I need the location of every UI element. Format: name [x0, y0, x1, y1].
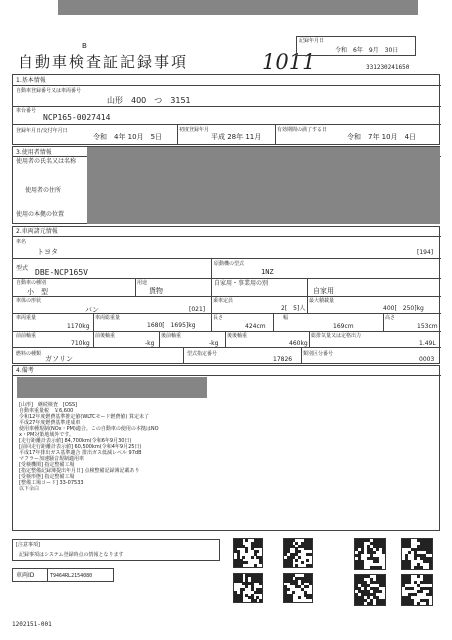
vehicle-id-box	[12, 568, 114, 582]
section2-header: 2.車両諸元情報	[16, 228, 58, 235]
qr-module	[408, 551, 411, 554]
remarks-list	[19, 402, 319, 492]
qr-module	[295, 559, 298, 562]
notes-box	[12, 539, 220, 561]
length-label: 長さ	[213, 315, 224, 321]
qr-code-1	[233, 538, 263, 568]
engine-value: 1NZ	[261, 268, 274, 276]
displacement-value: 1.49L	[419, 340, 436, 347]
qr-module	[259, 582, 262, 585]
reg-date-label: 登録年月日/交付年月日	[16, 128, 68, 134]
qr-module	[259, 545, 262, 548]
height-value: 153cm	[417, 323, 438, 330]
remark-line: x・PM対策地域外です。	[19, 432, 74, 438]
qr-module	[306, 585, 309, 588]
qr-module	[292, 591, 295, 594]
maker-label: 車名	[16, 239, 27, 245]
remark-line: 以下余白	[19, 486, 40, 492]
use-value: 貨物	[149, 287, 163, 295]
section1-box	[12, 74, 440, 145]
height-label: 高さ	[385, 315, 396, 321]
qr-module	[259, 561, 262, 564]
expiry-value: 令和 7年 10月 4日	[347, 133, 417, 141]
type-label: 自動車の種別	[16, 280, 47, 286]
remark-line: [指定整備記録簿提出年月日] 点検整備記録簿記載あり	[19, 468, 140, 474]
business-value: 自家用	[313, 287, 334, 295]
first-reg-label: 初度登録年月	[179, 127, 210, 133]
qr-module	[309, 596, 312, 599]
qr-module	[287, 588, 290, 591]
qr-module	[370, 602, 373, 605]
qr-module	[408, 581, 411, 584]
record-date-label: 記録年月日	[299, 38, 325, 44]
handwritten-number: 1011	[262, 50, 316, 74]
user-address-label: 使用者の住所	[25, 187, 62, 194]
rf-axle-value: -kg	[209, 340, 219, 347]
qr-module	[420, 590, 423, 593]
model-value: DBE-NCP165V	[35, 268, 88, 277]
maker-value: トヨタ	[37, 248, 58, 256]
qr-module	[242, 588, 245, 591]
bottom-code: 1202151-001	[12, 621, 52, 628]
qr-module	[361, 602, 364, 605]
qr-module	[290, 599, 293, 602]
displacement-label: 総排気量又は定格出力	[311, 333, 362, 339]
qr-module	[361, 566, 364, 569]
section3-header: 3.使用者情報	[16, 149, 52, 156]
base-location-label: 使用の本拠の位置	[16, 211, 65, 218]
max-load-value: 400[ 250]kg	[383, 305, 424, 312]
qr-module	[411, 587, 414, 590]
qr-module	[298, 556, 301, 559]
qr-module	[379, 566, 382, 569]
qr-code-2	[283, 538, 313, 568]
remark-line: マフラー加速騒音規制適用車	[19, 456, 85, 462]
qr-code-7	[354, 574, 386, 606]
qr-module	[417, 575, 420, 578]
qr-module	[373, 551, 376, 554]
section1-header: 1.基本情報	[16, 77, 46, 84]
qr-module	[382, 551, 385, 554]
qr-code-3	[354, 538, 386, 570]
notes-header: [注意事項]	[16, 542, 40, 548]
qr-module	[256, 550, 259, 553]
qr-code-4	[401, 538, 433, 570]
fr-axle-value: -kg	[145, 340, 155, 347]
remark-line: 自動車重量税 ￥6,600	[19, 408, 74, 414]
reg-date-value: 令和 4年 10月 5日	[93, 133, 163, 141]
record-date-value: 令和 6年 9月 30日	[335, 47, 399, 54]
qr-module	[309, 547, 312, 550]
qr-module	[290, 564, 293, 567]
section3-box	[12, 146, 440, 224]
notes-line: 記録事項はシステム登録時点の情報となります	[19, 552, 124, 558]
type-cert-value: 17826	[273, 356, 293, 363]
category-label: 類別区分番号	[303, 351, 334, 357]
maker-code: [194]	[417, 249, 434, 256]
qr-module	[301, 561, 304, 564]
vehicle-id-label: 車両ID	[16, 572, 35, 579]
doc-number: 331230241650	[366, 64, 410, 71]
qr-module	[245, 585, 248, 588]
qr-module	[376, 560, 379, 563]
qr-module	[306, 559, 309, 562]
capacity-label: 乗車定員	[213, 298, 234, 304]
qr-module	[298, 550, 301, 553]
capacity-value: 2[ 5]人	[281, 305, 306, 312]
remark-line: 令和12年度燃費基準推定値(WLTCモード燃費値) 算定未了	[19, 414, 149, 420]
qr-module	[240, 599, 243, 602]
length-value: 424cm	[245, 323, 266, 330]
qr-module	[254, 599, 257, 602]
qr-module	[361, 551, 364, 554]
section2-box	[12, 226, 440, 364]
qr-module	[245, 550, 248, 553]
qr-module	[429, 566, 432, 569]
registration-label: 自動車登録番号又は車両番号	[16, 88, 82, 94]
expiry-label: 有効期間の満了する日	[277, 127, 328, 133]
qr-module	[242, 556, 245, 559]
qr-module	[429, 551, 432, 554]
qr-module	[309, 553, 312, 556]
qr-module	[414, 593, 417, 596]
qr-module	[382, 584, 385, 587]
qr-module	[420, 566, 423, 569]
shape-label: 車体の形状	[16, 298, 42, 304]
remark-line: [整備工場コード] 33-07533	[19, 480, 84, 486]
width-label: 幅	[283, 315, 289, 321]
vin-value: NCP165-0027414	[43, 113, 111, 122]
rr-axle-label: 後後軸重	[227, 333, 248, 339]
record-date-box	[296, 36, 416, 56]
qr-module	[426, 602, 429, 605]
remark-line: [山形] 継続検査 [OSS]	[19, 402, 78, 408]
qr-module	[408, 566, 411, 569]
qr-module	[417, 602, 420, 605]
remark-line: 使用車種規制(NOx・PM)適合。この自動車の使用の本拠はNO	[19, 426, 159, 432]
shape-code: [021]	[189, 306, 206, 313]
qr-module	[245, 561, 248, 564]
registration-value: 山形 400 つ 3151	[107, 96, 191, 105]
category-value: 0003	[419, 356, 435, 363]
section4-box	[12, 365, 440, 531]
qr-module	[414, 557, 417, 560]
qr-module	[259, 599, 262, 602]
qr-module	[259, 591, 262, 594]
business-label: 自家用・事業用の別	[214, 280, 269, 287]
engine-label: 原動機の型式	[214, 261, 245, 267]
type-cert-label: 型式指定番号	[187, 351, 218, 357]
ff-axle-label: 前前軸重	[16, 333, 37, 339]
qr-module	[411, 602, 414, 605]
remarks-redaction	[17, 377, 207, 398]
gross-weight-value: 1680[ 1695]kg	[147, 322, 196, 329]
rr-axle-value: 460kg	[289, 340, 308, 347]
gross-weight-label: 車両総重量	[95, 315, 121, 321]
qr-module	[295, 564, 298, 567]
weight-value: 1170kg	[67, 323, 90, 330]
remark-line: [受検機関] 指定整備工場	[19, 462, 75, 468]
user-name-label: 使用者の氏名又は名称	[16, 158, 77, 165]
first-reg-value: 平成 28年 11月	[211, 133, 262, 141]
section-letter: B	[82, 42, 87, 50]
qr-code-8	[401, 574, 433, 606]
vin-label: 車台番号	[16, 108, 37, 114]
qr-module	[429, 593, 432, 596]
remark-line: [前回走行距離計表示値] 60,500km(令和4年9月25日)	[19, 444, 142, 450]
page-title: 自動車検査証記録事項	[18, 53, 189, 71]
top-redaction-bar	[58, 0, 418, 15]
weight-label: 車両重量	[16, 315, 37, 321]
remark-line: 平成17年排出ガス基準適合 排出ガス低減レベル 97dB	[19, 450, 142, 456]
qr-module	[245, 539, 248, 542]
qr-code-5	[233, 573, 263, 603]
qr-code-6	[283, 573, 313, 603]
fuel-label: 燃料の種類	[16, 351, 42, 357]
qr-module	[251, 556, 254, 559]
remark-line: 平成27年度燃費基準達成車	[19, 420, 81, 426]
ff-axle-value: 710kg	[71, 340, 90, 347]
width-value: 169cm	[333, 323, 354, 330]
qr-module	[429, 581, 432, 584]
fuel-value: ガソリン	[45, 355, 73, 363]
vehicle-id-value: T9464RL2154080	[50, 573, 93, 579]
max-load-label: 最大積載量	[309, 298, 335, 304]
remark-line: [受検形態] 指定整備工場	[19, 474, 75, 480]
use-label: 用途	[137, 280, 148, 286]
user-info-redaction	[87, 147, 440, 224]
shape-value: バン	[85, 306, 99, 314]
qr-module	[309, 582, 312, 585]
qr-module	[309, 564, 312, 567]
section4-header: 4.備考	[16, 367, 34, 374]
qr-module	[376, 548, 379, 551]
qr-module	[382, 602, 385, 605]
remark-line: [走行距離計表示値] 84,700km(令和6年9月30日)	[19, 438, 132, 444]
qr-module	[254, 564, 257, 567]
qr-module	[240, 564, 243, 567]
rf-axle-label: 後前軸重	[161, 333, 182, 339]
type-value: 小 型	[27, 288, 48, 296]
qr-module	[298, 596, 301, 599]
qr-module	[379, 590, 382, 593]
model-label: 型式	[16, 265, 29, 272]
fr-axle-label: 前後軸重	[95, 333, 116, 339]
